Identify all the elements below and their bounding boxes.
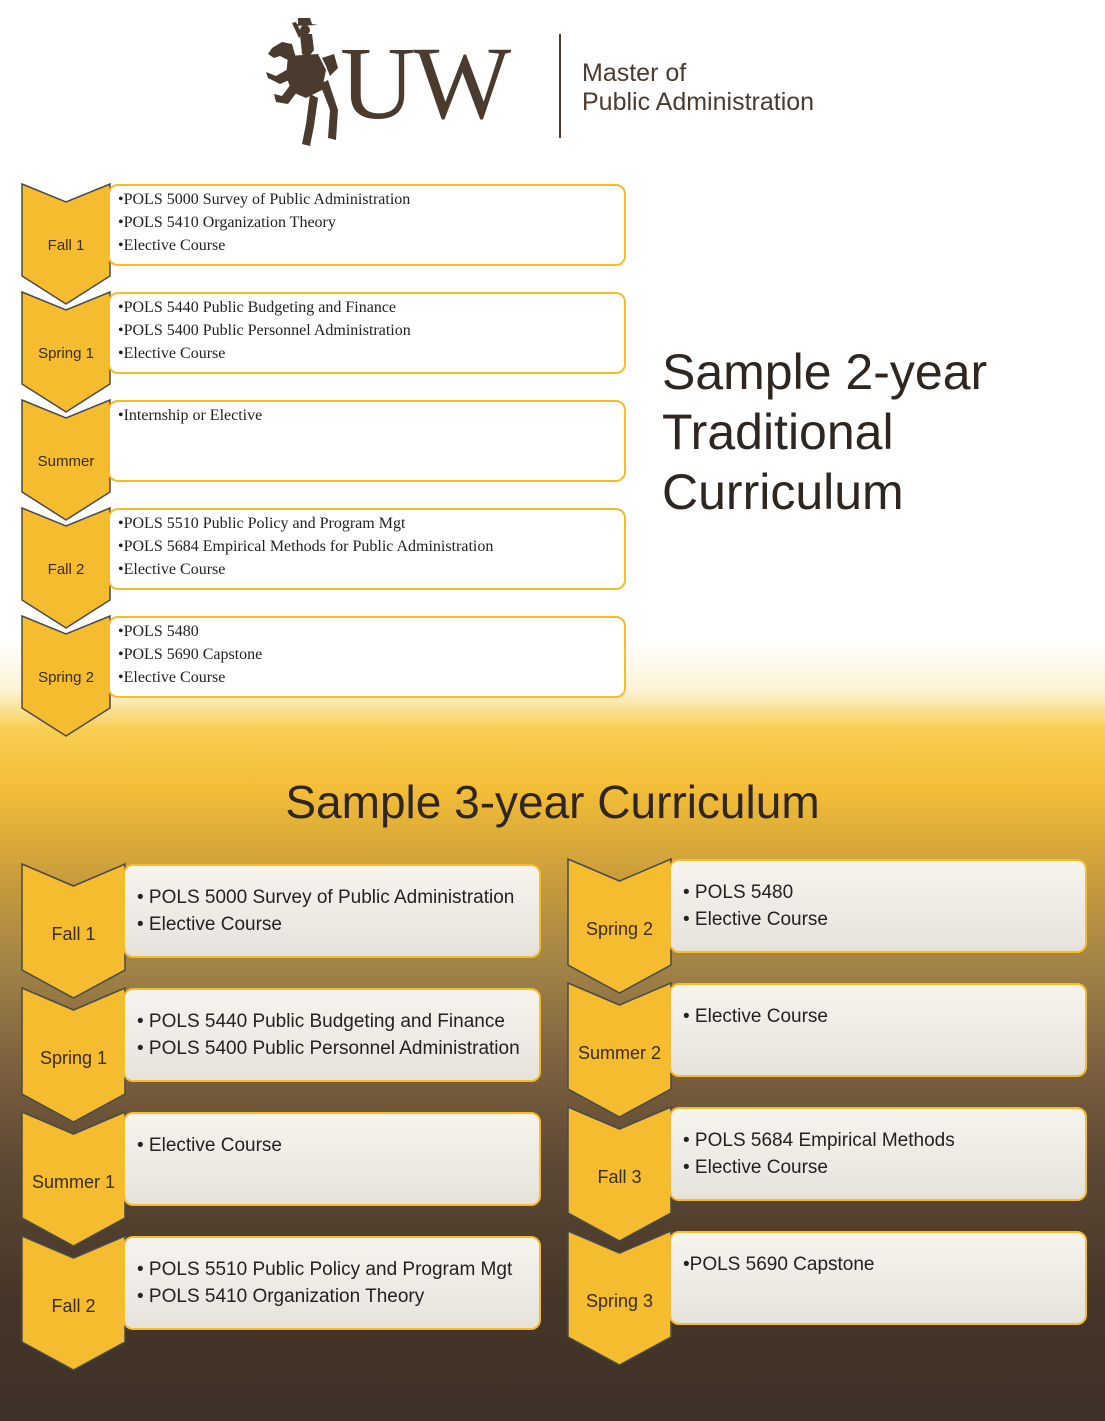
course-item: • Elective Course — [137, 914, 282, 935]
term-label: Fall 2 — [51, 1296, 96, 1316]
two-year-title — [662, 342, 987, 522]
course-item: • POLS 5410 Organization Theory — [137, 1286, 425, 1307]
course-item: •POLS 5510 Public Policy and Program Mgt — [118, 515, 406, 532]
course-list — [118, 188, 624, 257]
course-list — [137, 1256, 539, 1310]
term-fall-2 — [22, 508, 628, 628]
course-item: • POLS 5510 Public Policy and Program Mgt — [137, 1259, 513, 1280]
course-box — [108, 184, 626, 266]
two-year-title-line1: Sample 2-year — [662, 344, 988, 400]
course-item: • Elective Course — [137, 1135, 282, 1156]
term-label: Spring 3 — [585, 1291, 654, 1311]
program-name-line2: Public Administration — [582, 88, 815, 116]
term-label: Spring 2 — [38, 669, 94, 686]
course-list — [118, 512, 624, 581]
course-box — [123, 1112, 541, 1206]
two-year-title-line2: Traditional — [662, 404, 894, 460]
term-label: Spring 1 — [38, 345, 94, 362]
logo-divider — [559, 34, 561, 138]
course-item: • Elective Course — [683, 1006, 828, 1027]
term-label: Summer — [37, 453, 95, 470]
course-box — [108, 292, 626, 374]
course-list — [118, 620, 624, 689]
course-item: •Elective Course — [118, 561, 226, 578]
course-item: • POLS 5000 Survey of Public Administration — [137, 887, 515, 908]
term-summer — [22, 400, 628, 520]
course-box — [669, 1107, 1087, 1201]
course-list — [683, 1127, 1085, 1181]
course-item: • Elective Course — [683, 1157, 828, 1178]
term-label: Spring 1 — [39, 1048, 108, 1068]
course-list — [118, 296, 624, 365]
term-fall-2 — [22, 1236, 543, 1370]
term-summer-1 — [22, 1112, 543, 1246]
course-item: •Elective Course — [118, 345, 226, 362]
term-fall-1 — [22, 864, 543, 998]
course-list — [683, 879, 1085, 933]
course-list — [137, 884, 539, 938]
course-list — [137, 1008, 539, 1062]
course-list — [118, 404, 624, 427]
bucking-horse-rider-icon — [258, 14, 338, 154]
course-box — [669, 983, 1087, 1077]
two-year-title-line3: Curriculum — [662, 464, 904, 520]
course-item: • POLS 5684 Empirical Methods — [683, 1130, 955, 1151]
course-box — [108, 400, 626, 482]
term-label: Fall 1 — [47, 237, 85, 254]
program-name-line1: Master of — [582, 59, 687, 87]
course-box — [108, 616, 626, 698]
course-box — [123, 864, 541, 958]
term-label: Summer 1 — [31, 1172, 116, 1192]
course-item: •POLS 5400 Public Personnel Administration — [118, 322, 411, 339]
course-box — [123, 988, 541, 1082]
course-box — [669, 859, 1087, 953]
course-item: • POLS 5440 Public Budgeting and Finance — [137, 1011, 505, 1032]
term-spring-1 — [22, 292, 628, 412]
course-item: •Internship or Elective — [118, 407, 263, 424]
course-item: • POLS 5400 Public Personnel Administration — [137, 1038, 520, 1059]
course-item: •POLS 5000 Survey of Public Administration — [118, 191, 411, 208]
course-list — [683, 1251, 1085, 1278]
uw-mpa-logo — [258, 14, 858, 159]
course-box — [108, 508, 626, 590]
course-box — [123, 1236, 541, 1330]
term-spring-1 — [22, 988, 543, 1122]
course-item: •POLS 5440 Public Budgeting and Finance — [118, 299, 397, 316]
term-fall-3 — [568, 1107, 1089, 1241]
course-list — [137, 1132, 539, 1159]
course-item: •POLS 5690 Capstone — [118, 646, 263, 663]
term-spring-2 — [22, 616, 628, 736]
course-item: • Elective Course — [683, 909, 828, 930]
course-item: •Elective Course — [118, 669, 226, 686]
term-label: Summer 2 — [577, 1043, 662, 1063]
course-item: •POLS 5480 — [118, 623, 199, 640]
term-label: Fall 1 — [51, 924, 96, 944]
course-item: • POLS 5480 — [683, 882, 794, 903]
term-spring-2 — [568, 859, 1089, 993]
three-year-title: Sample 3-year Curriculum — [285, 776, 820, 828]
course-item: •POLS 5410 Organization Theory — [118, 214, 336, 231]
term-fall-1 — [22, 184, 628, 304]
course-list — [683, 1003, 1085, 1030]
term-label: Fall 3 — [597, 1167, 642, 1187]
uw-logo-letters: UW — [340, 26, 510, 141]
term-label: Fall 2 — [47, 561, 85, 578]
term-summer-2 — [568, 983, 1089, 1117]
term-label: Spring 2 — [585, 919, 654, 939]
term-spring-3 — [568, 1231, 1089, 1365]
course-item: •Elective Course — [118, 237, 226, 254]
course-box — [669, 1231, 1087, 1325]
course-item: •POLS 5690 Capstone — [683, 1254, 875, 1275]
course-item: •POLS 5684 Empirical Methods for Public Administration — [118, 538, 494, 555]
